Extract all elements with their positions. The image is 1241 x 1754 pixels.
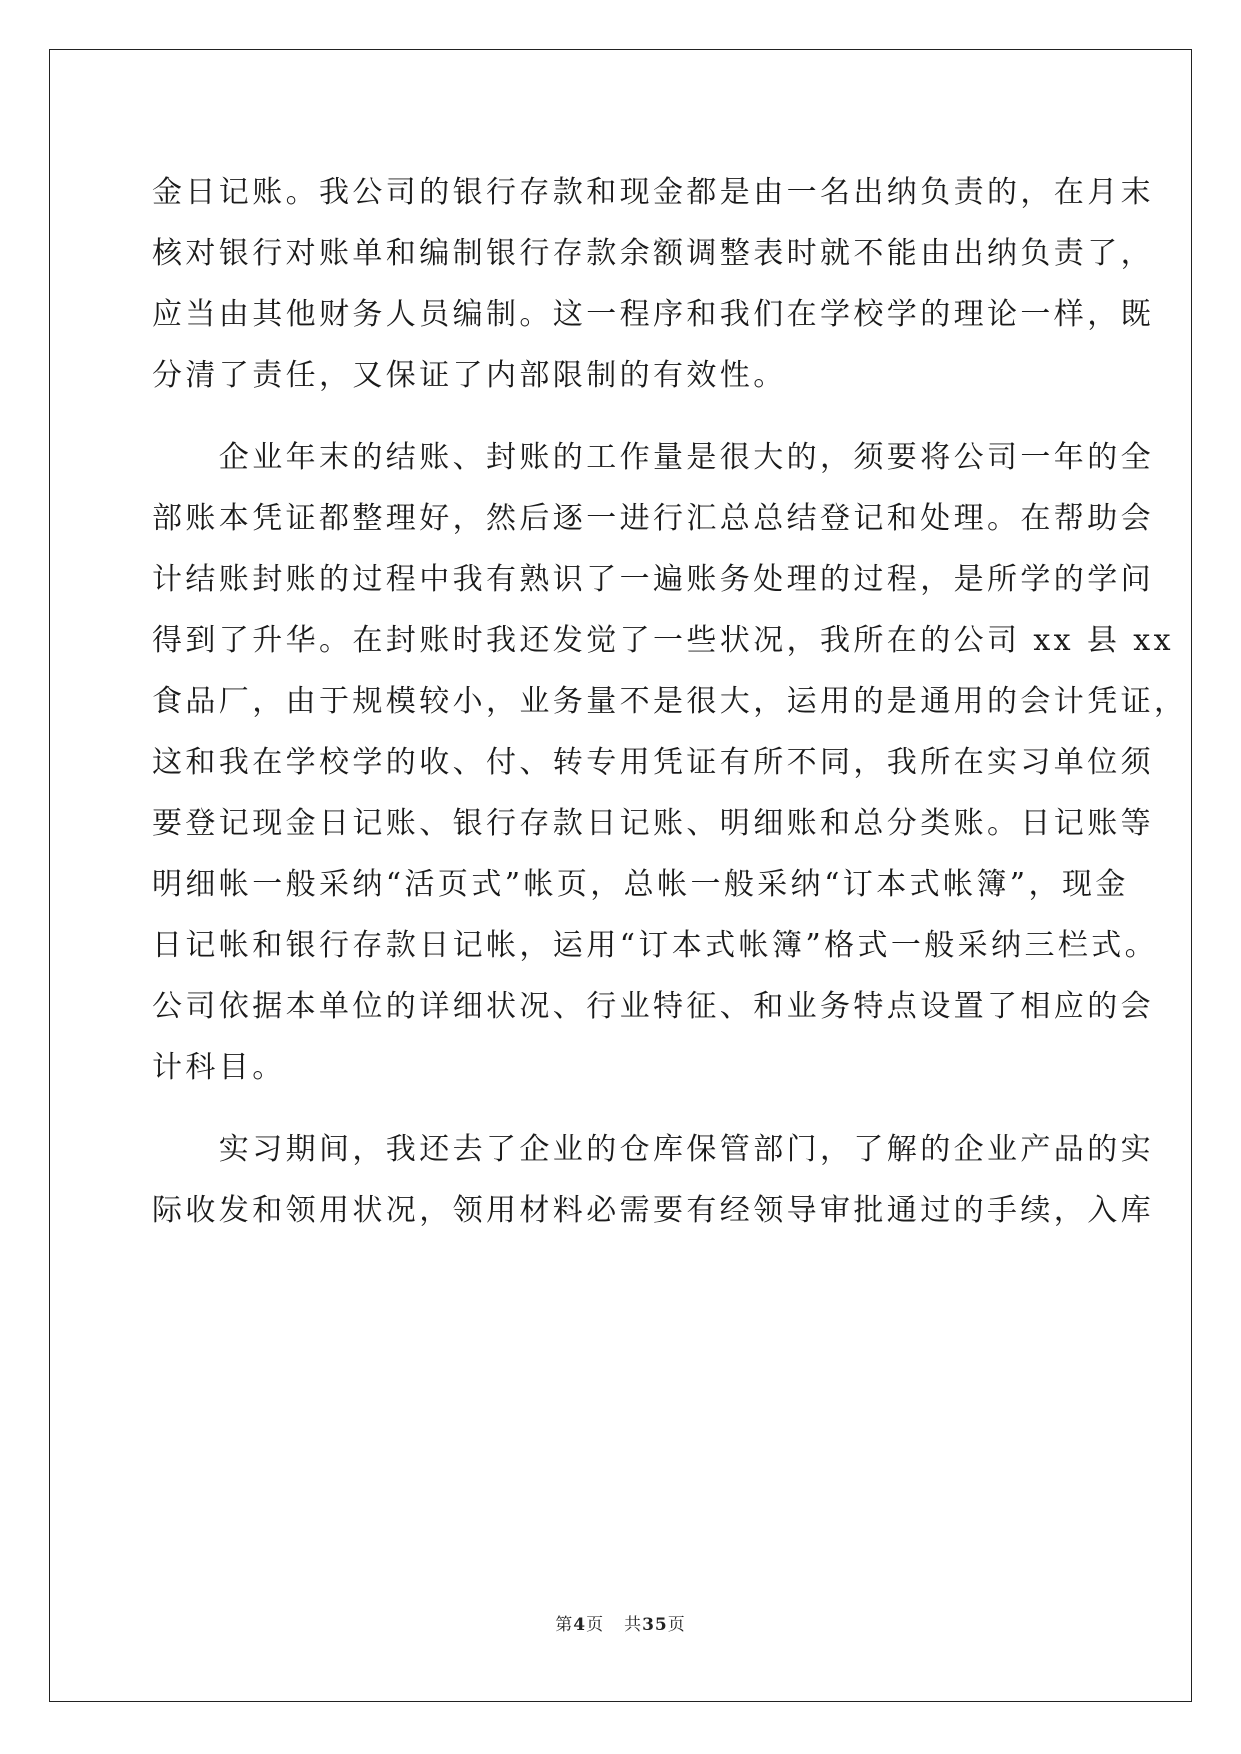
text-line: 企业年末的结账、封账的工作量是很大的，须要将公司一年的全 (152, 440, 1154, 475)
text-line: 金日记账。我公司的银行存款和现金都是由一名出纳负责的，在月末 (152, 175, 1154, 210)
text-line: 明细帐一般采纳“活页式”帐页，总帐一般采纳“订本式帐簿”，现金 (152, 867, 1129, 902)
text-line: 这和我在学校学的收、付、转专用凭证有所不同，我所在实习单位须 (152, 745, 1154, 780)
text-line: 得到了升华。在封账时我还发觉了一些状况，我所在的公司 xx 县 xx (152, 623, 1174, 658)
text-line: 食品厂，由于规模较小，业务量不是很大，运用的是通用的会计凭证， (152, 684, 1188, 719)
text-line: 部账本凭证都整理好，然后逐一进行汇总总结登记和处理。在帮助会 (152, 501, 1154, 536)
footer-total-prefix: 共 (624, 1615, 643, 1635)
footer-page-number: 4 (573, 1615, 587, 1635)
text-line: 应当由其他财务人员编制。这一程序和我们在学校学的理论一样，既 (152, 297, 1154, 332)
text-line: 实习期间，我还去了企业的仓库保管部门，了解的企业产品的实 (152, 1132, 1154, 1167)
text-line: 核对银行对账单和编制银行存款余额调整表时就不能由出纳负责了， (152, 236, 1154, 271)
text-line: 公司依据本单位的详细状况、行业特征、和业务特点设置了相应的会 (152, 989, 1154, 1024)
document-body (152, 162, 1188, 1241)
text-line: 日记帐和银行存款日记帐，运用“订本式帐簿”格式一般采纳三栏式。 (152, 928, 1159, 963)
text-line: 际收发和领用状况，领用材料必需要有经领导审批通过的手续，入库 (152, 1193, 1154, 1228)
footer-total-pages: 35 (642, 1615, 668, 1635)
text-line: 计科目。 (152, 1050, 286, 1085)
text-line: 分清了责任，又保证了内部限制的有效性。 (152, 358, 787, 393)
footer-total-suffix: 页 (667, 1615, 686, 1635)
footer-page-suffix: 页 (586, 1615, 605, 1635)
page-footer (0, 1610, 1241, 1635)
text-line: 要登记现金日记账、银行存款日记账、明细账和总分类账。日记账等 (152, 806, 1154, 841)
text-line: 计结账封账的过程中我有熟识了一遍账务处理的过程，是所学的学问 (152, 562, 1154, 597)
footer-prefix: 第 (555, 1615, 574, 1635)
